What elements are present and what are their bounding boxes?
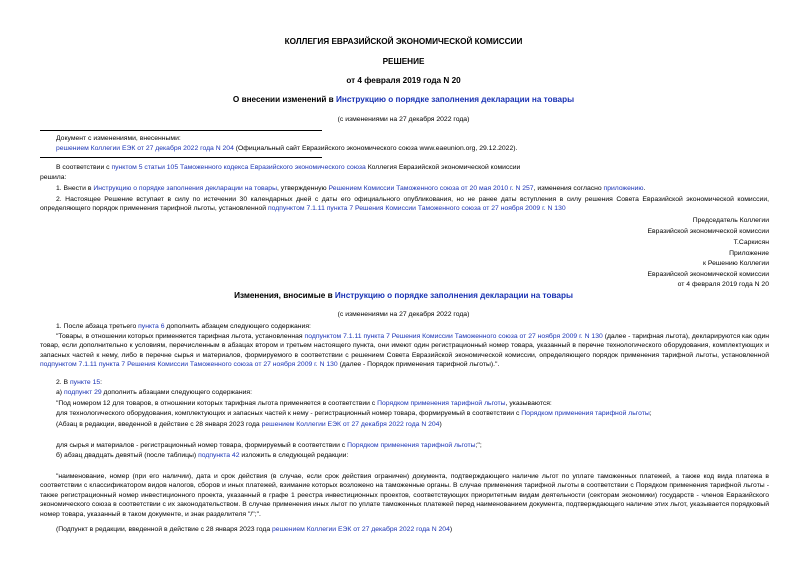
change-1-text-a: 1. После абзаца третьего	[56, 323, 139, 330]
item-2-link[interactable]: подпунктом 7.1.11 пункта 7 Решения Комиссии Таможенного союза от 27 ноября 2009 г. N 130	[267, 205, 566, 213]
change-2a-q2-link[interactable]: Порядком применения тарифной льготы	[521, 410, 650, 417]
change-2a-q2-text-b: ;	[649, 410, 652, 417]
change-2b-ed-text-a: (Подпункт в редакции, введенной в действие с 28 января 2023 года	[56, 526, 273, 533]
change-1-quote-c: (далее - Порядок применения тарифной льготы).".	[337, 361, 500, 369]
change-2a-q1-text-b: , указываются:	[505, 400, 552, 407]
item-1-link-decision[interactable]: Решением Комиссии Таможенного союза от 20 мая 2010 г. N 257	[328, 185, 534, 192]
change-2b-quote: "наименование, номер (при его наличии), дата и срок действия (в случае, если срок действия ограничен) документа, подтверждающего наличие льгот по уплате таможенных платежей, а также код вида платежа в соответствии с классификатором видов налогов, сборов и иных платежей, взимание которых возложено на таможенные органы. В случае применения тарифной льготы в соответствии с Порядком применения тарифной льготы - также регистрационный номер инвестиционного проекта, указанный в графе 1 реестра инвестиционных проектов, соответствующих приоритетным видам деятельности (секторам экономики) государств - членов Евразийского экономического союза в соответствии с их законодательством. В случае применения иных льгот по уплате таможенных платежей перед наименованием документа, подтверждающего наличие этих льгот, указывается порядковый номер товара, указанный в таком документе, и знак разделителя "/";".	[40, 473, 769, 518]
change-2a-q1-text-a: "Под номером 12 для товаров, в отношении которых тарифная льгота применяется в соответствии с	[56, 400, 378, 407]
change-1-quote	[40, 332, 769, 370]
change-2a-q3-link[interactable]: Порядком применения тарифной льготы	[347, 442, 476, 449]
change-1-quote-link-1[interactable]: подпунктом 7.1.11 пункта 7 Решения Комиссии Таможенного союза от 27 ноября 2009 г. N 130	[304, 333, 603, 340]
item-1-link-instruction[interactable]: Инструкцию о порядке заполнения декларации на товары	[93, 185, 277, 192]
item-1	[56, 184, 776, 193]
divider-top	[40, 130, 322, 131]
change-2b-text-b: изложить в следующей редакции:	[239, 452, 349, 459]
change-2b-ed-link[interactable]: решением Коллегии ЕЭК от 27 декабря 2022 года N 204	[272, 526, 450, 533]
item-1-text-b: , утвержденную	[276, 185, 329, 192]
change-1-quote-link-2[interactable]: подпунктом 7.1.11 пункта 7 Решения Комиссии Таможенного союза от 27 ноября 2009 г. N 130	[40, 361, 338, 369]
annex-org: Евразийской экономической комиссии	[647, 271, 769, 278]
change-1-text-b: дополнить абзацем следующего содержания:	[164, 323, 311, 330]
change-2a-quote-2	[56, 409, 776, 418]
doc-type: РЕШЕНИЕ	[382, 57, 425, 66]
preamble-text: В соответствии с	[56, 164, 112, 171]
changes-amended-note: (с изменениями на 27 декабря 2022 года)	[337, 311, 470, 318]
change-2-text-a: 2. В	[56, 379, 70, 386]
change-2-intro	[56, 378, 776, 387]
org-title: КОЛЛЕГИЯ ЕВРАЗИЙСКОЙ ЭКОНОМИЧЕСКОЙ КОМИССИИ	[284, 37, 523, 46]
change-2a-quote-3	[56, 441, 776, 450]
changes-title-prefix: Изменения, вносимые в	[234, 291, 335, 300]
change-2b-ed-text-b: )	[449, 526, 453, 533]
amend-rest: (Официальный сайт Евразийского экономического союза www.eaeunion.org, 29.12.2022).	[233, 145, 518, 152]
amend-line-1: Документ с изменениями, внесенными:	[56, 135, 181, 142]
change-1-link[interactable]: пункта 6	[138, 323, 165, 330]
item-2-text: 2. Настоящее Решение вступает в силу по истечении 30 календарных дней с даты его официального опубликования, но не ранее даты вступления в силу решения Совета Евразийской экономической комиссии, определяющего порядок применения тарифной льготы, установленной	[40, 196, 769, 213]
item-1-text-a: 1. Внести в	[56, 185, 94, 192]
change-2a-q3-text-a: для сырья и материалов - регистрационный номер товара, формируемый в соответствии с	[56, 442, 348, 449]
doc-title	[0, 95, 807, 104]
signature-role: Председатель Коллегии	[692, 217, 769, 224]
change-2a-text-a: а)	[56, 389, 64, 396]
doc-title-link[interactable]: Инструкцию о порядке заполнения декларации на товары	[336, 95, 575, 104]
change-2a-text-b: дополнить абзацами следующего содержания:	[101, 389, 252, 396]
annex-label: Приложение	[729, 250, 769, 257]
preamble-link[interactable]: пунктом 5 статьи 105 Таможенного кодекса Евразийского экономического союза	[111, 164, 366, 171]
change-2a-q3-text-b: ;";	[475, 442, 482, 449]
annex-date: от 4 февраля 2019 года N 20	[677, 281, 769, 288]
change-2a-quote-1	[56, 399, 776, 408]
change-2a-edition-note	[56, 420, 776, 429]
change-2b-link[interactable]: подпункта 42	[198, 452, 240, 459]
change-2-text-b: :	[100, 379, 103, 386]
doc-date-number: от 4 февраля 2019 года N 20	[346, 76, 461, 85]
preamble-line	[56, 163, 776, 172]
change-2a-ed-text-a: (Абзац в редакции, введенной в действие с 28 января 2023 года	[56, 421, 262, 428]
change-2a-link[interactable]: подпункт 29	[63, 389, 102, 396]
changes-title	[0, 291, 807, 300]
item-1-link-annex[interactable]: приложению	[603, 185, 644, 192]
item-2	[40, 195, 769, 214]
change-2a-ed-text-b: )	[439, 421, 442, 428]
change-2b-intro	[56, 451, 776, 460]
change-2b-edition-note	[56, 525, 776, 534]
item-1-text-c: , изменения согласно	[533, 185, 604, 192]
change-2-link[interactable]: пункте 15	[69, 379, 101, 386]
change-1-intro	[56, 322, 776, 331]
change-2a-q2-text-a: для технологического оборудования, комплектующих и запасных частей к нему - регистрационный номер товара, формируемый в соответствии с	[56, 410, 522, 417]
change-2a-q1-link[interactable]: Порядком применения тарифной льготы	[377, 400, 506, 407]
annex-ref: к Решению Коллегии	[702, 260, 769, 267]
doc-title-prefix: О внесении изменений в	[232, 95, 336, 104]
change-2b-text-a: б) абзац двадцать девятый (после таблицы)	[56, 452, 199, 459]
amend-link[interactable]: решением Коллегии ЕЭК от 27 декабря 2022 года N 204	[56, 145, 234, 152]
change-2a-intro	[56, 388, 776, 397]
change-1-quote-b: (далее - тарифная льгота), декларируются как один товар, если дополнительно к условиям, перечисленным в абзацах втором и третьем настоящего пункта, они имеют один регистрационный номер товара, указанный в перечне технологического оборудования, комплектующих и запасных частей к нему, либо в перечне сырья и материалов, формируемого в соответствии с решением Совета Евразийской экономической комиссии, определяющего порядок применения тарифной льготы, установленной	[40, 333, 770, 359]
preamble-rest: Коллегия Евразийской экономической комиссии	[365, 164, 521, 171]
change-1-quote-a: "Товары, в отношении которых применяется тарифная льгота, установленная	[56, 333, 305, 340]
changes-title-link[interactable]: Инструкцию о порядке заполнения декларации на товары	[334, 291, 573, 300]
signature-org: Евразийской экономической комиссии	[647, 228, 769, 235]
signature-name: Т.Саркисян	[733, 239, 769, 246]
amended-note: (с изменениями на 27 декабря 2022 года)	[337, 116, 470, 123]
item-1-text-d: .	[643, 185, 646, 192]
divider-bottom	[40, 157, 322, 158]
change-2a-ed-link[interactable]: решением Коллегии ЕЭК от 27 декабря 2022 года N 204	[261, 421, 440, 428]
amend-line-2	[56, 144, 776, 153]
decided-line: решила:	[40, 174, 67, 181]
